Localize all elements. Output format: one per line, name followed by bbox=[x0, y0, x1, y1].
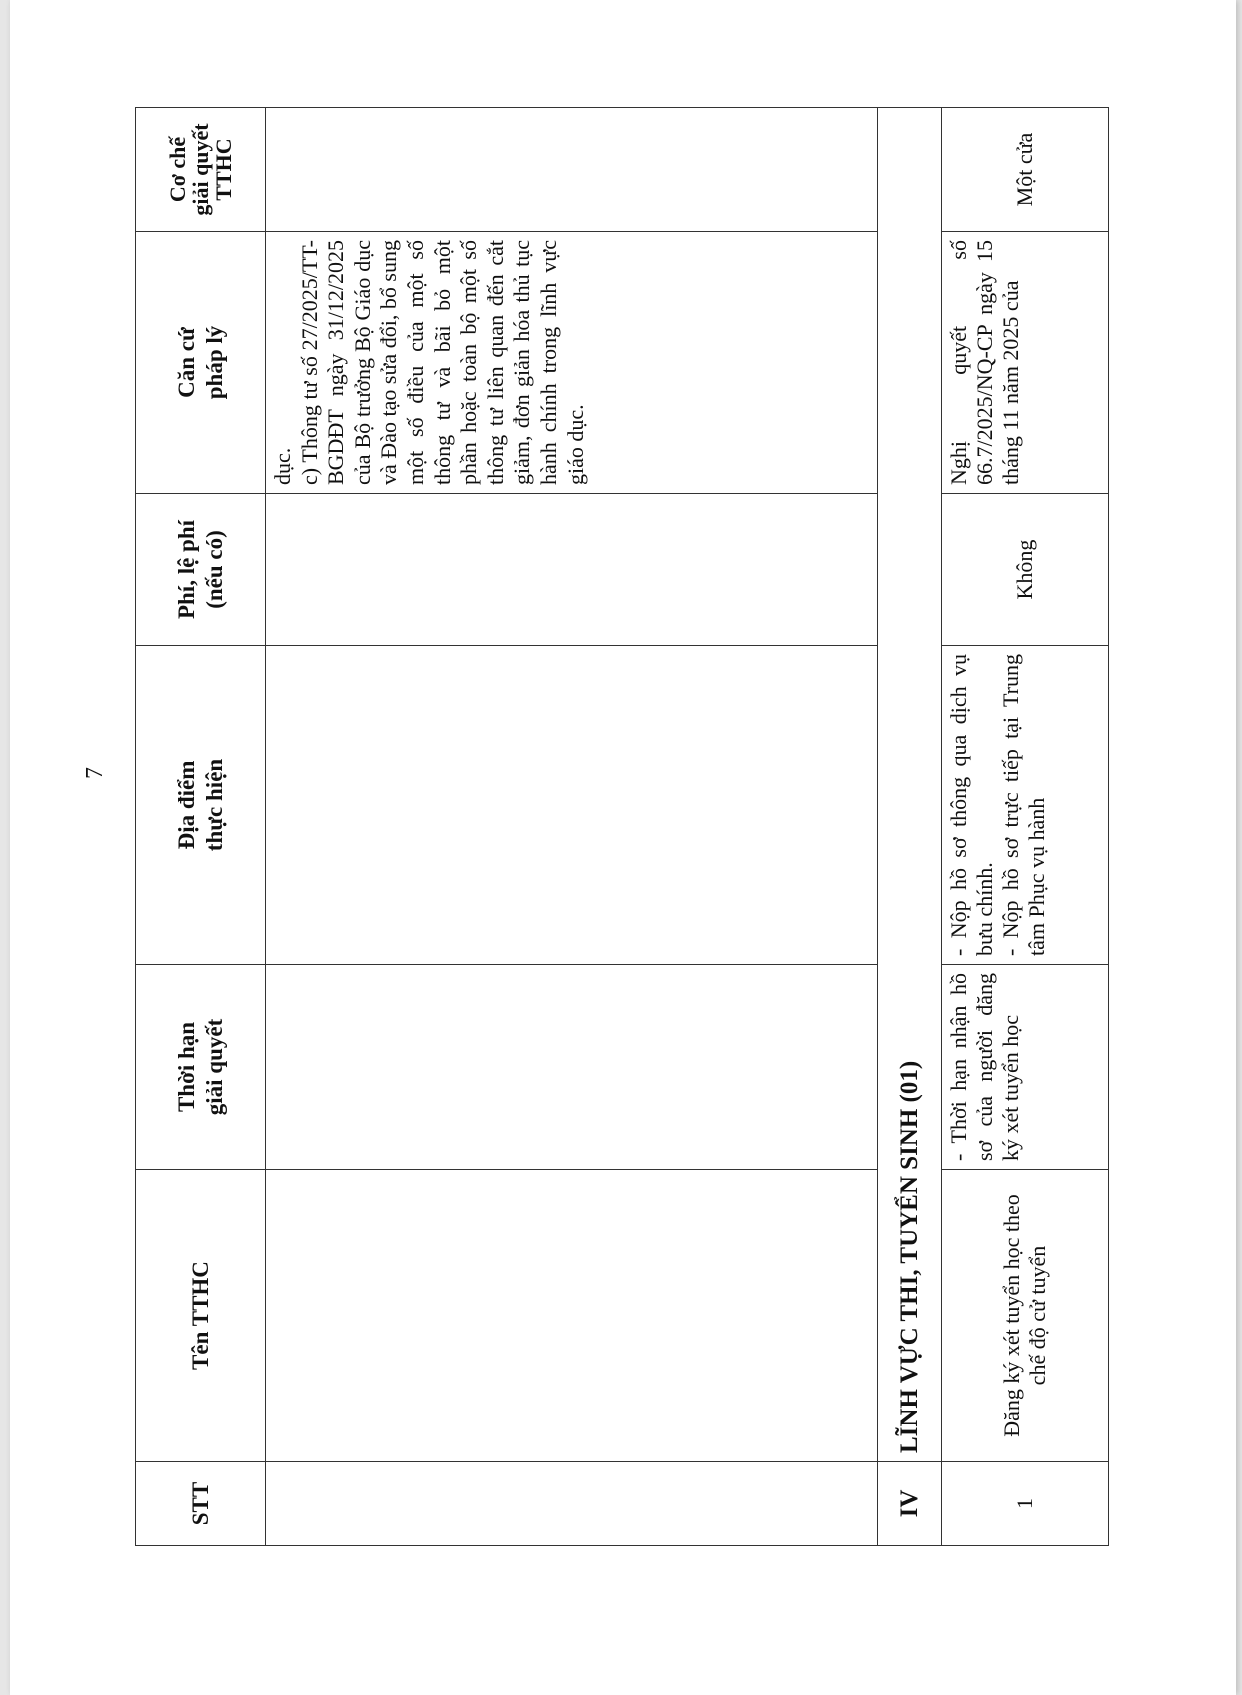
table-row-continuation bbox=[266, 108, 878, 1546]
row1-thoi-han-text: - Thời hạn nhận hồ sơ của người đăng ký xét tuyển học bbox=[946, 973, 1023, 1161]
row1-co-che: Một cửa bbox=[942, 108, 1109, 232]
can-cu-cont-line1: dục. bbox=[270, 447, 295, 485]
header-thoi-han-text: Thời hạn giải quyết bbox=[174, 1018, 227, 1116]
section-number: IV bbox=[878, 1462, 942, 1546]
row1-can-cu bbox=[942, 232, 1109, 494]
cell-ten-empty bbox=[266, 1170, 878, 1462]
header-ten-tthc: Tên TTHC bbox=[136, 1170, 266, 1462]
header-dia-diem bbox=[136, 646, 266, 965]
document-page bbox=[10, 0, 1236, 1695]
section-title: LĨNH VỰC THI, TUYỂN SINH (01) bbox=[878, 108, 942, 1462]
cell-can-cu-continuation bbox=[266, 232, 878, 494]
can-cu-cont-text: c) Thông tư số 27/2025/TT-BGDĐT ngày 31/12/2025 của Bộ trưởng Bộ Giáo dục và Đào tạo sửa đổi, bổ sung một số điều của một số thông tư và bãi bỏ một phần hoặc toàn bộ một số thông tư liên quan đến cắt giảm, đơn giản hóa thủ tục hành chính trong lĩnh vực giáo dục. bbox=[296, 240, 588, 485]
procedures-table bbox=[135, 107, 1109, 1546]
header-phi-text: Phí, lệ phí (nếu có) bbox=[174, 519, 227, 620]
header-dia-diem-text: Địa điểm thực hiện bbox=[174, 758, 227, 852]
section-row bbox=[878, 108, 942, 1546]
cell-phi-empty bbox=[266, 494, 878, 646]
row1-dia-diem-line1: - Nộp hồ sơ thông qua dịch vụ bưu chính. bbox=[946, 654, 997, 956]
header-co-che bbox=[136, 108, 266, 232]
cell-co-che-empty bbox=[266, 108, 878, 232]
cell-stt-empty bbox=[266, 1462, 878, 1546]
cell-dia-diem-empty bbox=[266, 646, 878, 965]
row1-dia-diem-wrap bbox=[946, 654, 1050, 956]
table-row bbox=[942, 108, 1109, 1546]
header-co-che-text: Cơ chế giải quyết TTHC bbox=[164, 123, 237, 216]
header-phi bbox=[136, 494, 266, 646]
row1-can-cu-text: Nghị quyết số 66.7/2025/NQ-CP ngày 15 tháng 11 năm 2025 của bbox=[946, 240, 1023, 485]
row1-phi: Không bbox=[942, 494, 1109, 646]
header-can-cu bbox=[136, 232, 266, 494]
page-number: 7 bbox=[82, 767, 108, 779]
row1-ten-tthc: Đăng ký xét tuyển học theo chế độ cử tuyển bbox=[942, 1170, 1109, 1462]
row1-dia-diem-line2: - Nộp hồ sơ trực tiếp tại Trung tâm Phục vụ hành bbox=[997, 654, 1049, 956]
row1-dia-diem bbox=[942, 646, 1109, 965]
cell-thoi-han-empty bbox=[266, 965, 878, 1170]
header-stt: STT bbox=[136, 1462, 266, 1546]
table-header-row bbox=[136, 108, 266, 1546]
header-thoi-han bbox=[136, 965, 266, 1170]
row1-stt: 1 bbox=[942, 1462, 1109, 1546]
row1-thoi-han bbox=[942, 965, 1109, 1170]
header-can-cu-text: Căn cứ pháp lý bbox=[174, 325, 227, 400]
rotated-page-content bbox=[10, 0, 1242, 1695]
